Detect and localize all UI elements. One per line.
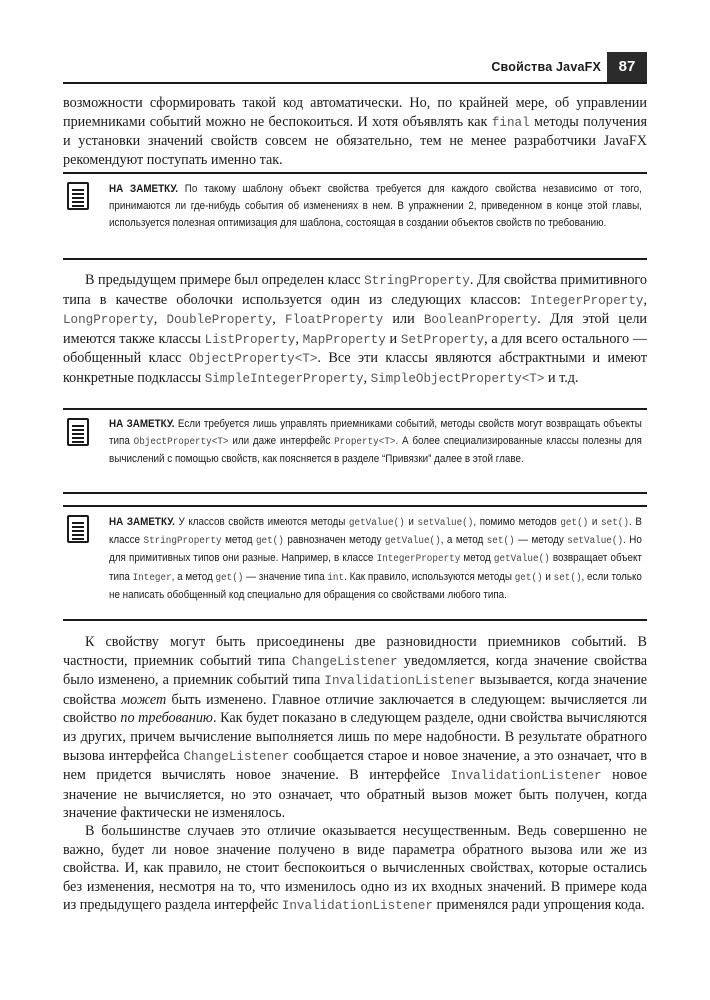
text-run: быть изменено. Главное отличие заключается в следующем: вычисляется ли свойство bbox=[63, 691, 647, 727]
code-run: get() bbox=[255, 536, 284, 548]
code-run: set() bbox=[486, 536, 515, 548]
code-run: SetProperty bbox=[400, 332, 485, 347]
text-run: , bbox=[295, 330, 303, 347]
code-run: getValue() bbox=[493, 554, 550, 566]
code-run: get() bbox=[514, 572, 543, 584]
text-run: . Как правило, используются методы bbox=[344, 570, 515, 583]
text-run: К свойству могут быть присоединены две разновидности приемников событий. В частности, приемник событий типа bbox=[63, 634, 647, 669]
text-run: В большинстве случаев это отличие оказывается несущественным. Ведь совершенно не важно, будет ли новое значение получено в виде параметра обратного вызова или же из свойства. И, как правило, не стоит беспокоиться о вычисленных свойствах, которые остались без изменения, несмотря на то, что изменилось одно из их входных значений. В примере кода из предыдущего раздела интерфейс bbox=[63, 823, 647, 914]
text-run: или даже интерфейс bbox=[228, 435, 335, 448]
code-run: StringProperty bbox=[364, 274, 470, 288]
text-run: , bbox=[153, 311, 167, 328]
code-run: IntegerProperty bbox=[530, 293, 644, 308]
note-icon bbox=[67, 182, 89, 210]
text-run: и bbox=[385, 330, 401, 347]
code-run: ObjectProperty<T> bbox=[133, 437, 229, 449]
code-run: ChangeListener bbox=[183, 749, 290, 764]
code-run: get() bbox=[560, 518, 589, 529]
text-run: , а метод bbox=[171, 570, 216, 583]
code-run: final bbox=[491, 115, 530, 130]
text-run: равнозначен методу bbox=[283, 534, 385, 547]
note-box-1 bbox=[63, 172, 647, 260]
note-label: НА ЗАМЕТКУ. bbox=[109, 418, 175, 430]
text-run: и bbox=[404, 516, 418, 528]
emphasis-run: по требованию bbox=[120, 710, 213, 727]
code-run: BooleanProperty bbox=[423, 313, 538, 328]
text-run: . Как будет показано в следующем разделе, одни свойства вычисляются из других, причем вычисление выполняется лишь по мере надобности. В результате обратного вызова интерфейса bbox=[63, 710, 647, 764]
text-run: , bbox=[363, 369, 371, 386]
text-run: , а для всего остального — обобщенный класс bbox=[63, 330, 648, 367]
code-run: get() bbox=[215, 572, 244, 584]
text-run: — значение типа bbox=[243, 570, 328, 583]
code-run: setValue() bbox=[417, 518, 474, 529]
code-run: Property<T> bbox=[334, 437, 396, 449]
code-run: LongProperty bbox=[63, 313, 154, 328]
code-run: ListProperty bbox=[204, 332, 296, 347]
text-run: — методу bbox=[514, 534, 568, 547]
text-run: , bbox=[643, 291, 647, 308]
code-run: SimpleObjectProperty<T> bbox=[370, 371, 545, 386]
text-run: , а метод bbox=[440, 534, 487, 547]
paragraph-1 bbox=[63, 94, 647, 169]
code-run: getValue() bbox=[348, 518, 405, 529]
code-run: DoubleProperty bbox=[166, 313, 273, 328]
text-run: и bbox=[542, 570, 554, 583]
text-run: возвращает объект типа bbox=[109, 552, 642, 583]
code-run: ObjectProperty<T> bbox=[188, 352, 318, 367]
text-run: методы получения и установки значений свойств совсем не обязательно, тем не менее разработчики JavaFX рекомендуют поступать именно так. bbox=[63, 113, 647, 168]
paragraph-3 bbox=[63, 633, 647, 823]
running-header bbox=[63, 52, 647, 84]
running-title: Свойства JavaFX bbox=[491, 60, 601, 74]
note-2-text bbox=[109, 416, 642, 469]
text-run: У классов свойств имеются методы bbox=[174, 516, 349, 528]
code-run: set() bbox=[601, 518, 629, 529]
code-run: IntegerProperty bbox=[376, 554, 461, 566]
note-icon bbox=[67, 515, 89, 543]
note-3-text bbox=[109, 514, 642, 604]
code-run: ChangeListener bbox=[291, 654, 398, 669]
note-label: НА ЗАМЕТКУ. bbox=[109, 516, 175, 528]
text-run: В предыдущем примере был определен класс bbox=[85, 272, 365, 288]
page-number: 87 bbox=[607, 52, 647, 82]
code-run: getValue() bbox=[384, 536, 441, 548]
code-run: FloatProperty bbox=[284, 313, 384, 328]
text-run: новое значение не вычисляется, но это означает, что обратный вызов может быть получен, когда значение фактически не изменялось. bbox=[63, 767, 647, 822]
code-run: InvalidationListener bbox=[324, 674, 476, 689]
code-run: set() bbox=[553, 572, 582, 584]
code-run: SimpleIntegerProperty bbox=[204, 371, 364, 386]
text-run: и bbox=[588, 516, 602, 528]
text-run: применялся ради упрощения кода. bbox=[432, 897, 645, 914]
text-run: или bbox=[383, 311, 424, 328]
code-run: InvalidationListener bbox=[450, 769, 602, 784]
text-run: Если требуется лишь управлять приемниками событий, методы свойств могут возвращать объекты типа bbox=[109, 418, 642, 448]
text-run: и т.д. bbox=[544, 369, 579, 386]
code-run: setValue() bbox=[567, 536, 624, 548]
note-box-3 bbox=[63, 505, 647, 621]
text-run: . Но для примитивных типов они разные. Например, в классе bbox=[109, 534, 642, 565]
code-run: MapProperty bbox=[302, 332, 386, 347]
text-run: По такому шаблону объект свойства требуется для каждого свойства независимо от того, принимаются ли где-нибудь события об изменениях в нем. В упражнении 2, приведенном в конце этой главы, используется полезная оптимизация для шаблона, состоящая в создании объектов свойств по требованию. bbox=[109, 183, 642, 230]
note-icon bbox=[67, 418, 89, 446]
code-run: StringProperty bbox=[143, 536, 222, 548]
note-1-text bbox=[109, 181, 642, 233]
text-run: . Для этой цели имеются также классы bbox=[63, 311, 647, 347]
text-run: , если только не написать обобщенный код специально для обращения со свойствами любого типа. bbox=[109, 570, 642, 601]
text-run: , bbox=[272, 311, 285, 328]
emphasis-run: может bbox=[121, 691, 167, 708]
text-run: . В классе bbox=[109, 516, 642, 547]
text-run: сообщается старое и новое значение, а это означает, что в нем придется вычислять новое значение. В интерфейсе bbox=[63, 747, 647, 784]
text-run: вызывается, когда значение свойства bbox=[63, 672, 647, 708]
code-run: InvalidationListener bbox=[281, 899, 433, 914]
paragraph-4 bbox=[63, 822, 647, 916]
note-box-2 bbox=[63, 408, 647, 494]
text-run: метод bbox=[460, 552, 494, 565]
text-run: возможности сформировать такой код автоматически. Но, по крайней мере, об управлении приемниками событий можно не беспокоиться. И хотя объявлять как bbox=[63, 95, 647, 130]
text-run: , помимо методов bbox=[473, 516, 561, 528]
note-label: НА ЗАМЕТКУ. bbox=[109, 183, 179, 195]
code-run: int bbox=[327, 572, 345, 584]
text-run: . Все эти классы являются абстрактными и имеют конкретные подклассы bbox=[63, 350, 647, 386]
text-run: . А более специализированные классы полезны для вычислений с помощью свойств, как поясняется в разделе “Привязки” далее в этой главе. bbox=[109, 435, 642, 466]
code-run: Integer bbox=[132, 572, 172, 584]
text-run: уведомляется, когда значение свойства было изменено, а приемник событий типа bbox=[63, 652, 647, 689]
paragraph-2 bbox=[63, 271, 647, 389]
text-run: . Для свойства примитивного типа в качестве оболочки используется один из следующих классов: bbox=[63, 272, 647, 308]
text-run: метод bbox=[221, 534, 256, 547]
